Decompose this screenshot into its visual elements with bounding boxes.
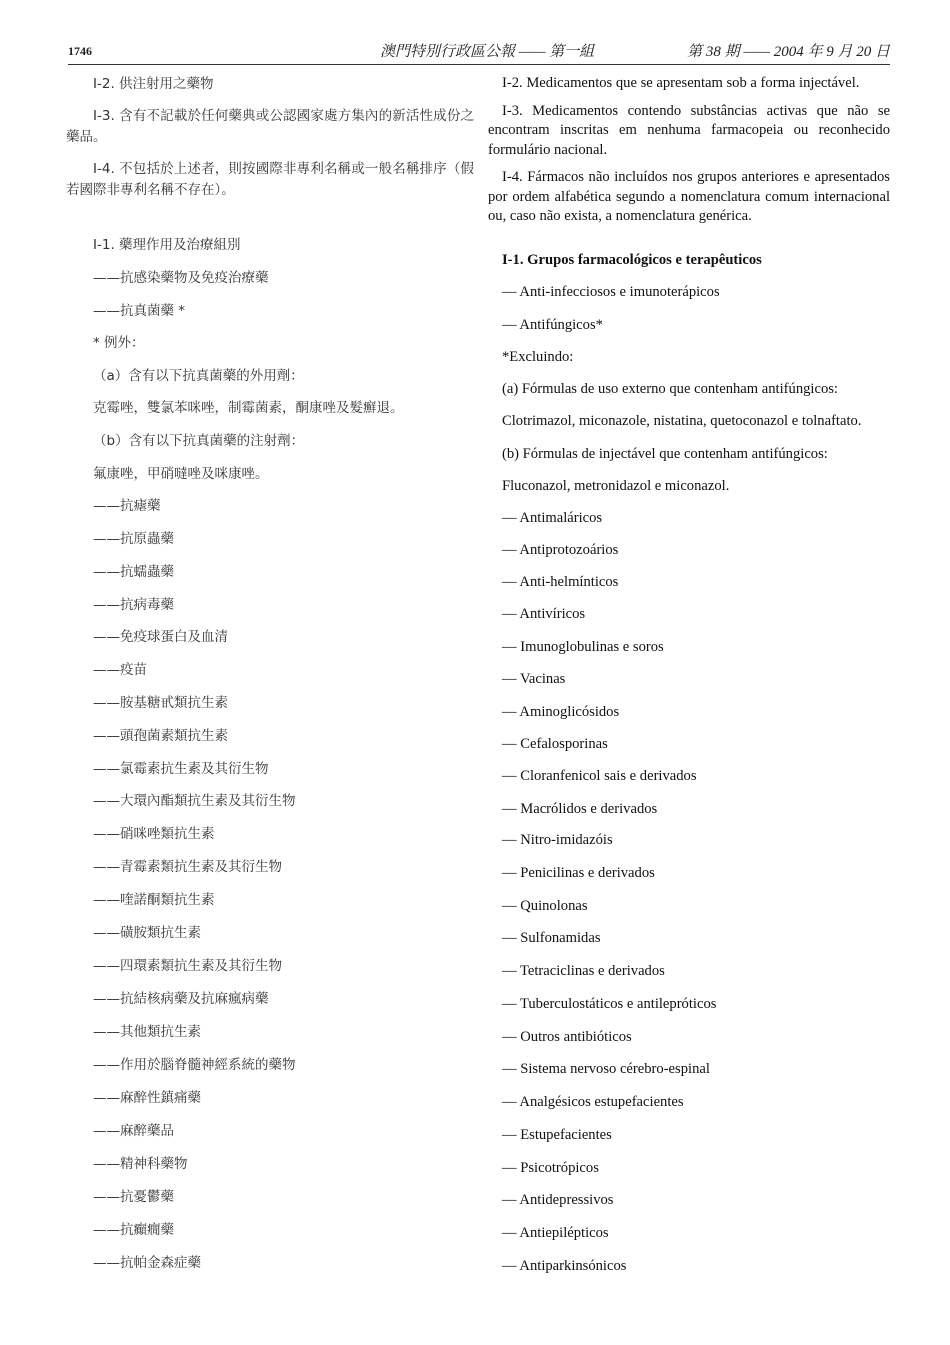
pt-list-item: — Tuberculostáticos e antilepróticos [502, 996, 717, 1012]
zh-list-item: ——作用於腦脊髓神經系統的藥物 [93, 1057, 296, 1073]
pt-list-item: (b) Fórmulas de injectável que contenham antifúngicos: [502, 446, 828, 462]
pt-list-item: — Tetraciclinas e derivados [502, 963, 665, 979]
pt-list-item: — Cloranfenicol sais e derivados [502, 768, 697, 784]
pt-paragraph-i3: I-3. Medicamentos contendo substâncias activas que não se encontram inscritas em nenhuma farmacopeia ou reconhecido formulário nacional. [488, 102, 890, 158]
page-number: 1746 [68, 44, 92, 58]
zh-list-item: ——疫苗 [93, 662, 147, 678]
zh-list-item: ——青霉素類抗生素及其衍生物 [93, 859, 282, 875]
zh-list-item: ——抗帕金森症藥 [93, 1255, 201, 1271]
zh-list-item: ——抗憂鬱藥 [93, 1189, 174, 1205]
pt-list-item: — Antidepressivos [502, 1192, 614, 1208]
pt-paragraph-i2: I-2. Medicamentos que se apresentam sob a forma injectável. [502, 75, 860, 91]
zh-list-item: ——硝咪唑類抗生素 [93, 826, 215, 842]
zh-list-item: ——抗病毒藥 [93, 597, 174, 613]
pt-list-item: — Macrólidos e derivados [502, 801, 658, 817]
zh-list-item: * 例外： [93, 335, 145, 351]
zh-list-item: （a）含有以下抗真菌藥的外用劑： [93, 368, 304, 384]
pt-list-item: — Psicotrópicos [502, 1160, 599, 1176]
pt-paragraph-i4: I-4. Fármacos não incluídos nos grupos anteriores e apresentados por ordem alfabética segundo a nomenclatura comum internacional ou, caso não exista, a nomenclatura genérica. [488, 169, 890, 224]
zh-list-item: ——麻醉藥品 [93, 1123, 174, 1139]
zh-list-item: ——磺胺類抗生素 [93, 925, 201, 941]
pt-list-item: Clotrimazol, miconazole, nistatina, quetoconazol e tolnaftato. [502, 413, 862, 429]
zh-list-item: ——抗結核病藥及抗麻瘋病藥 [93, 991, 269, 1007]
zh-list-item: ——胺基糖甙類抗生素 [93, 695, 228, 711]
zh-heading-i1: I-1. 藥理作用及治療組別 [93, 237, 241, 253]
portuguese-column [488, 74, 890, 1274]
zh-list-item: ——氯霉素抗生素及其衍生物 [93, 761, 269, 777]
pt-list-item: (a) Fórmulas de uso externo que contenham antifúngicos: [502, 381, 838, 397]
pt-list-item: — Antifúngicos* [502, 317, 603, 333]
zh-list-item: ——喹諾酮類抗生素 [93, 892, 215, 908]
pt-list-item: — Anti-helmínticos [502, 574, 619, 590]
zh-list-item: ——抗癲癇藥 [93, 1222, 174, 1238]
zh-list-item: ——免疫球蛋白及血清 [93, 629, 228, 645]
zh-list-item: ——精神科藥物 [93, 1156, 188, 1172]
pt-list-item: — Nitro-imidazóis [502, 832, 613, 848]
zh-list-item: 氟康唑，甲硝噠唑及咪康唑。 [93, 466, 269, 482]
pt-list-item: — Outros antibióticos [502, 1029, 632, 1045]
pt-list-item: — Antiparkinsónicos [502, 1258, 627, 1274]
pt-list-item: — Antivíricos [502, 606, 586, 622]
pt-list-item: — Cefalosporinas [502, 736, 608, 752]
pt-list-item: *Excluindo: [502, 349, 574, 365]
pt-list-item: — Penicilinas e derivados [502, 865, 655, 881]
zh-list-item: ——四環素類抗生素及其衍生物 [93, 958, 282, 974]
zh-list-item: ——大環內酯類抗生素及其衍生物 [93, 793, 296, 809]
pt-list-item: — Antiepilépticos [502, 1225, 609, 1241]
pt-list-item: — Antimaláricos [502, 510, 603, 526]
pt-list-item: — Vacinas [502, 671, 566, 687]
zh-list-item: ——其他類抗生素 [93, 1024, 201, 1040]
zh-list-item: （b）含有以下抗真菌藥的注射劑： [93, 433, 305, 449]
pt-list-item: — Anti-infecciosos e imunoterápicos [502, 284, 720, 300]
pt-heading-i1: I-1. Grupos farmacológicos e terapêuticos [502, 252, 762, 268]
pt-list-item: — Sulfonamidas [502, 930, 601, 946]
zh-list-item: ——頭孢菌素類抗生素 [93, 728, 228, 744]
pt-list-item: — Sistema nervoso cérebro-espinal [502, 1061, 710, 1077]
zh-paragraph-i4: I-4. 不包括於上述者，則按國際非專利名稱或一般名稱排序（假若國際非專利名稱不存在）。 [66, 161, 474, 198]
zh-paragraph-i3: I-3. 含有不記載於任何藥典或公認國家處方集內的新活性成份之藥品。 [66, 108, 474, 145]
pt-list-item: — Analgésicos estupefacientes [502, 1094, 684, 1110]
chinese-column [66, 74, 474, 1271]
zh-list-item: ——抗瘧藥 [93, 498, 161, 514]
zh-list-item: ——抗感染藥物及免疫治療藥 [93, 270, 269, 286]
zh-paragraph-i2: I-2. 供注射用之藥物 [93, 76, 214, 92]
page-header [68, 38, 890, 65]
zh-list-item: ——麻醉性鎮痛藥 [93, 1090, 201, 1106]
zh-list-item: ——抗蠕蟲藥 [93, 564, 174, 580]
pt-list-item: — Antiprotozoários [502, 542, 619, 558]
pt-list-item: — Estupefacientes [502, 1127, 612, 1143]
zh-list-item: ——抗真菌藥 * [93, 303, 186, 319]
pt-list-item: — Imunoglobulinas e soros [502, 639, 664, 655]
pt-list-item: — Quinolonas [502, 898, 588, 914]
pt-list-item: — Aminoglicósidos [502, 704, 620, 720]
zh-list-item: ——抗原蟲藥 [93, 531, 174, 547]
issue-date: 第 38 期 —— 2004 年 9 月 20 日 [687, 44, 890, 60]
zh-list-item: 克霉唑，雙氯苯咪唑，制霉菌素，酮康唑及髮癬退。 [93, 400, 404, 416]
publication-title: 澳門特別行政區公報 —— 第一組 [380, 44, 595, 60]
pt-list-item: Fluconazol, metronidazol e miconazol. [502, 478, 730, 494]
